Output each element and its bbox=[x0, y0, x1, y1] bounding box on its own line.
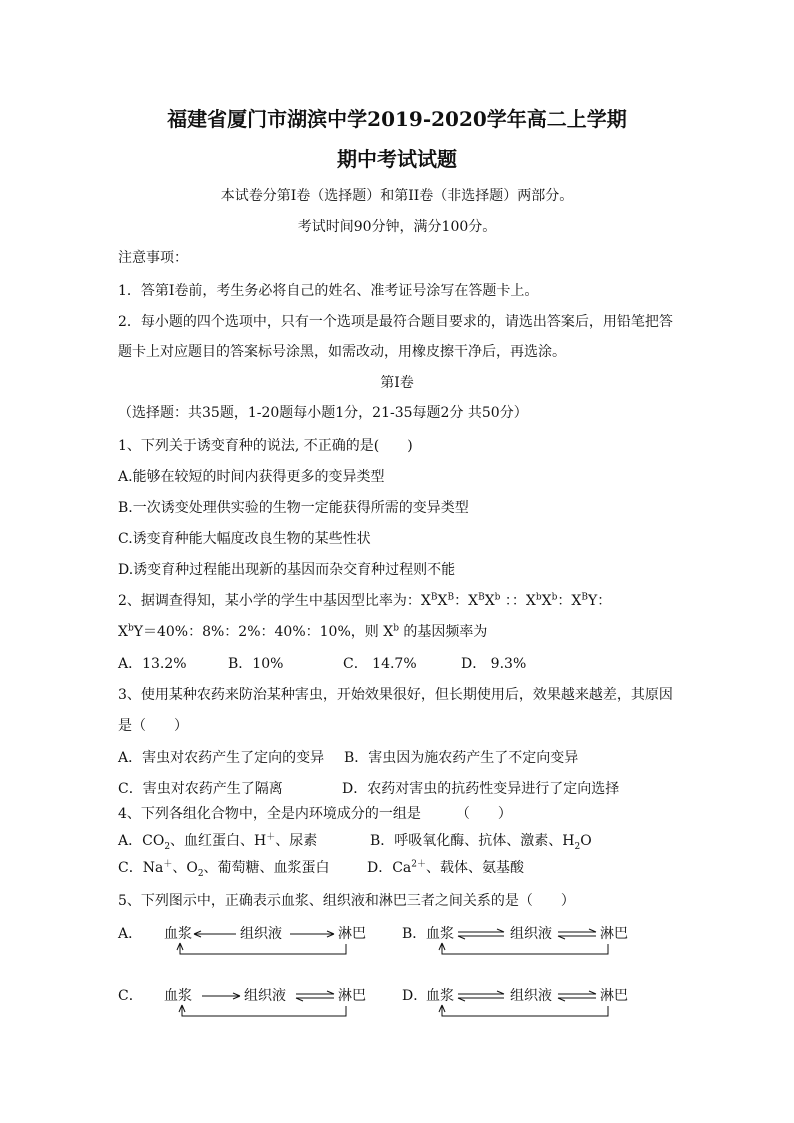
q5-d-node-plasma: 血浆 bbox=[426, 988, 454, 1004]
section-desc: （选择题：共35题，1-20题每小题1分，21-35每题2分 共50分） bbox=[118, 405, 528, 421]
q5-a-arrows bbox=[118, 922, 378, 962]
q2-option-c: C． 14.7% bbox=[343, 656, 417, 672]
q1-option-b: B.一次诱变处理供实验的生物一定能获得所需的变异类型 bbox=[118, 500, 469, 516]
q4-option-d: D．$Ca^{2+}$、载体、氨基酸 bbox=[367, 859, 525, 876]
q2-option-a: A．13.2% bbox=[118, 656, 187, 672]
q5-c-node-lymph: 淋巴 bbox=[338, 988, 366, 1004]
q1-option-d: D.诱变育种过程能出现新的基因而杂交育种过程则不能 bbox=[118, 562, 456, 578]
page-title-line2: 期中考试试题 bbox=[337, 147, 457, 171]
notes-item2-line2: 题卡上对应题目的答案标号涂黑，如需改动，用橡皮擦干净后，再选涂。 bbox=[118, 344, 566, 360]
intro-line2: 考试时间90分钟，满分100分。 bbox=[297, 219, 497, 235]
q2-option-b: B．10% bbox=[228, 656, 284, 672]
notes-item1: 1．答第I卷前，考生务必将自己的姓名、准考证号涂写在答题卡上。 bbox=[118, 283, 539, 299]
q5-diagram-c bbox=[118, 984, 378, 1024]
q2-stem-prefix: 2、据调查得知，某小学的学生中基因型比率为： bbox=[118, 593, 421, 609]
q4-option-a: A．$CO_2$、血红蛋白、H＋、尿素 bbox=[118, 832, 318, 852]
q3-option-d: D．农药对害虫的抗药性变异进行了定向选择 bbox=[342, 781, 620, 797]
q2-option-d: D． 9.3% bbox=[461, 656, 527, 672]
q3-stem-line1: 3、使用某种农药来防治某种害虫，开始效果很好，但长期使用后，效果越来越差，其原因 bbox=[118, 687, 673, 703]
q5-b-arrows bbox=[402, 922, 642, 962]
notes-heading: 注意事项： bbox=[118, 250, 188, 266]
notes-item2-line1: 2．每小题的四个选项中，只有一个选项是最符合题目要求的，请选出答案后，用铅笔把答 bbox=[118, 314, 673, 330]
q3-option-c: C．害虫对农药产生了隔离 bbox=[118, 781, 283, 797]
q5-option-a-letter: A． bbox=[118, 926, 143, 942]
section-heading: 第I卷 bbox=[380, 375, 414, 391]
q5-b-node-plasma: 血浆 bbox=[426, 926, 454, 942]
q5-b-node-lymph: 淋巴 bbox=[600, 926, 628, 942]
q4-stem: 4、下列各组化合物中，全是内环境成分的一组是 （ ） bbox=[118, 806, 512, 822]
q2-stem-line2: $X^bY=40\%$：8%：2%：40%：10%，则 $X^b$ 的基因频率为 bbox=[118, 623, 488, 640]
q5-option-c-letter: C． bbox=[118, 988, 143, 1004]
q5-d-node-tissue-fluid: 组织液 bbox=[510, 988, 552, 1004]
q5-option-d-letter: D． bbox=[402, 988, 428, 1004]
q5-c-arrows bbox=[118, 984, 378, 1024]
page-title-line1: 福建省厦门市湖滨中学2019-2020学年高二上学期 bbox=[167, 107, 627, 131]
q5-diagram-d bbox=[402, 984, 642, 1024]
q5-a-node-lymph: 淋巴 bbox=[338, 926, 366, 942]
q3-option-b: B．害虫因为施农药产生了不定向变异 bbox=[344, 750, 579, 766]
q1-option-a: A.能够在较短的时间内获得更多的变异类型 bbox=[118, 469, 385, 485]
q5-c-node-tissue-fluid: 组织液 bbox=[244, 988, 286, 1004]
q2-stem: 2、据调查得知，某小学的学生中基因型比率为：$X^BX^B$：$X^BX^b$ ：：$X^bX^b$：$X^BY$： bbox=[118, 592, 612, 609]
q4-option-c: C．Na＋、$O_2$、葡萄糖、血浆蛋白 bbox=[118, 859, 330, 879]
q5-diagram-a bbox=[118, 922, 378, 962]
q4-option-b: B．呼吸氧化酶、抗体、激素、$H_2O$ bbox=[370, 833, 592, 852]
q5-b-node-tissue-fluid: 组织液 bbox=[510, 926, 552, 942]
q5-d-arrows bbox=[402, 984, 642, 1024]
q1-stem: 1、下列关于诱变育种的说法, 不正确的是( ) bbox=[118, 438, 413, 454]
q5-a-node-plasma: 血浆 bbox=[164, 926, 192, 942]
intro-line1: 本试卷分第I卷（选择题）和第II卷（非选择题）两部分。 bbox=[220, 188, 574, 204]
q5-d-node-lymph: 淋巴 bbox=[600, 988, 628, 1004]
q5-option-b-letter: B． bbox=[402, 926, 427, 942]
q5-c-node-plasma: 血浆 bbox=[164, 988, 192, 1004]
q3-stem-line2: 是（ ） bbox=[118, 718, 188, 734]
q5-a-node-tissue-fluid: 组织液 bbox=[240, 926, 282, 942]
q5-stem: 5、下列图示中，正确表示血浆、组织液和淋巴三者之间关系的是（ ） bbox=[118, 893, 575, 909]
q3-option-a: A．害虫对农药产生了定向的变异 bbox=[118, 750, 325, 766]
q1-option-c: C.诱变育种能大幅度改良生物的某些性状 bbox=[118, 531, 371, 547]
q5-diagram-b bbox=[402, 922, 642, 962]
